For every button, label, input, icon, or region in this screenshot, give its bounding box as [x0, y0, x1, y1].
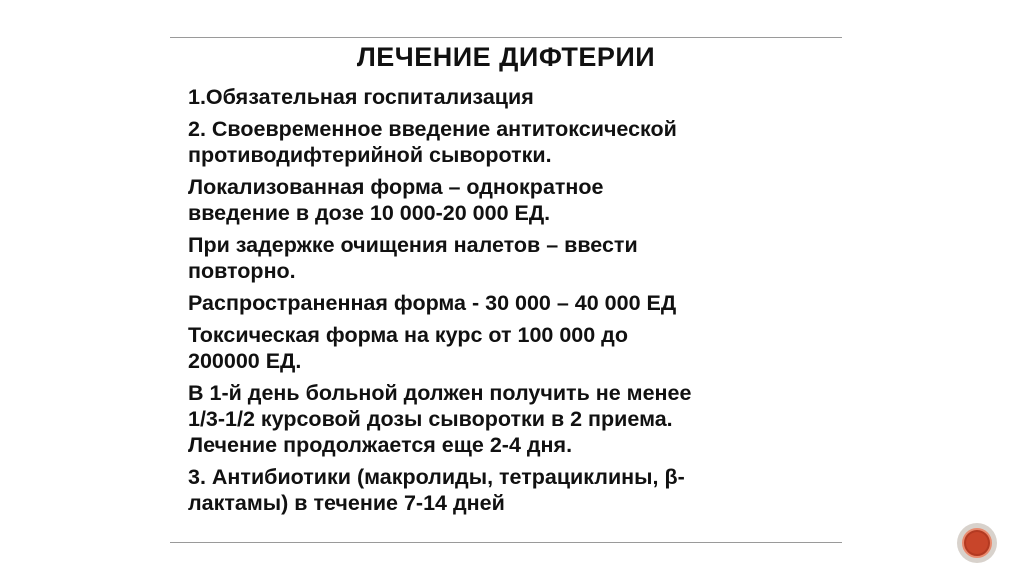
item-line: повторно.: [188, 259, 296, 283]
item-line: Локализованная форма – однократное: [188, 175, 604, 199]
item-line: введение в дозе 10 000-20 000 ЕД.: [188, 201, 551, 225]
list-item: [188, 174, 828, 226]
list-item: [188, 84, 828, 110]
list-item: [188, 232, 828, 284]
list-item: [188, 464, 828, 516]
item-line: противодифтерийной сыворотки.: [188, 143, 552, 167]
item-line: Лечение продолжается еще 2-4 дня.: [188, 433, 573, 457]
list-item: [188, 322, 828, 374]
slide-body: [188, 84, 828, 522]
badge-circle-icon: [962, 528, 992, 558]
slide-number-badge-icon: [957, 523, 997, 563]
bottom-divider: [170, 542, 842, 543]
top-divider: [170, 37, 842, 38]
item-line: Токсическая форма на курс от 100 000 до: [188, 323, 628, 347]
item-line: 3. Антибиотики (макролиды, тетрациклины, β-: [188, 465, 685, 489]
list-item: [188, 380, 828, 458]
item-line: Распространенная форма - 30 000 – 40 000 ЕД: [188, 291, 677, 315]
item-line: В 1-й день больной должен получить не менее: [188, 381, 692, 405]
item-line: 200000 ЕД.: [188, 349, 302, 373]
item-line: При задержке очищения налетов – ввести: [188, 233, 638, 257]
slide-title: ЛЕЧЕНИЕ ДИФТЕРИИ: [356, 42, 656, 72]
item-line: 1.Обязательная госпитализация: [188, 85, 534, 109]
item-line: лактамы) в течение 7-14 дней: [188, 491, 505, 515]
item-line: 1/3-1/2 курсовой дозы сыворотки в 2 приема.: [188, 407, 673, 431]
list-item: [188, 290, 828, 316]
list-item: [188, 116, 828, 168]
item-line: 2. Своевременное введение антитоксической: [188, 117, 677, 141]
